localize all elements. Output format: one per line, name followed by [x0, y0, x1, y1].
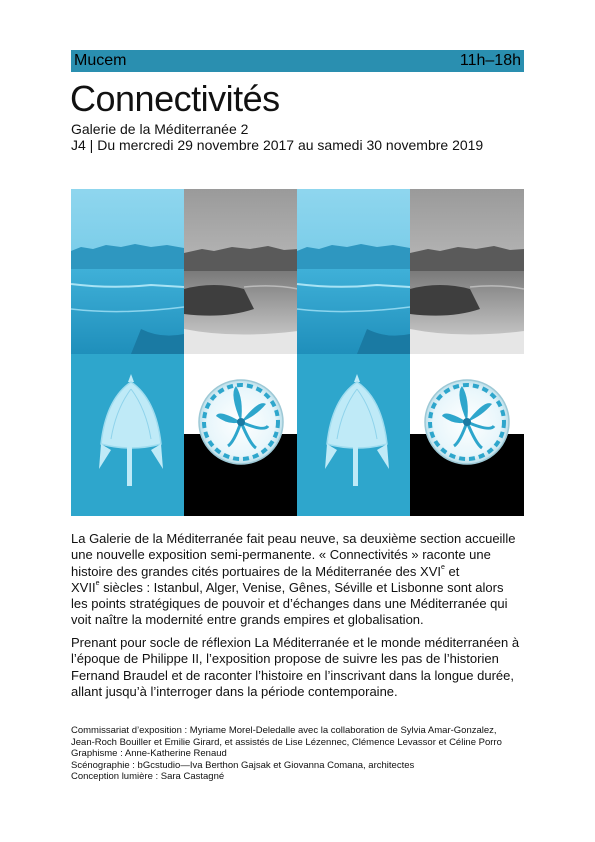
- mosaic-svg: [71, 189, 524, 516]
- p1-line-3: histoire des grandes cités portuaires de la Méditerranée des XVI: [71, 563, 441, 579]
- venue-name: Mucem: [74, 52, 127, 69]
- superscript-e: e: [440, 563, 445, 571]
- p1-line-6: voit naître la modernité entre grands empires et globalisation.: [71, 612, 424, 628]
- p1-line-4: XVII: [71, 579, 96, 595]
- credit-curators: Commissariat d’exposition : Myriame Morel-Deledalle avec la collaboration de Sylvia Amar-Gonzalez,: [71, 725, 497, 736]
- credit-lighting: Conception lumière : Sara Castagné: [71, 771, 225, 783]
- p2-line-2: l’époque de Philippe II, l’exposition propose de suivre les pas de l’historien: [71, 651, 499, 667]
- p1-line-2: une nouvelle exposition semi-permanente. « Connectivités » raconte une: [71, 547, 491, 563]
- p1-line-5: les points stratégiques de pouvoir et d’échanges dans une Méditerranée qui: [71, 596, 508, 612]
- credit-curators-cont: Jean-Roch Bouiller et Emilie Girard, et assistés de Lise Lézennec, Clémence Levassor et Céline Porro: [71, 736, 502, 748]
- p1-line-1: La Galerie de la Méditerranée fait peau neuve, sa deuxième section accueille: [71, 531, 516, 546]
- p1-conjunction: et: [444, 563, 460, 579]
- p2-line-3: Fernand Braudel et de raconter l’histoire en l’inscrivant dans la longue durée,: [71, 667, 514, 683]
- p2-line-4: allant jusqu’à l’interroger dans la période contemporaine.: [71, 683, 398, 699]
- intro-paragraph: [71, 531, 527, 629]
- p2-line-1: Prenant pour socle de réflexion La Méditerranée et le monde méditerranéen à: [71, 635, 520, 650]
- exhibition-dates: J4 | Du mercredi 29 novembre 2017 au samedi 30 novembre 2019: [71, 137, 484, 153]
- image-mosaic: [71, 189, 524, 516]
- p1-line-4b: siècles : Istanbul, Alger, Venise, Gênes, Séville et Lisbonne sont alors: [99, 579, 504, 595]
- second-paragraph: [71, 635, 527, 700]
- superscript-e-2: e: [95, 579, 100, 587]
- exhibition-location: Galerie de la Méditerranée 2: [71, 121, 249, 137]
- credit-graphic-design: Graphisme : Anne-Katherine Renaud: [71, 748, 227, 760]
- opening-hours: 11h–18h: [459, 52, 521, 69]
- page-title: Connectivités: [70, 78, 280, 119]
- header-bar: [71, 50, 524, 72]
- credits-block: [71, 725, 541, 783]
- credit-scenography: Scénographie : bGcstudio—Iva Berthon Gajsak et Giovanna Comana, architectes: [71, 759, 415, 771]
